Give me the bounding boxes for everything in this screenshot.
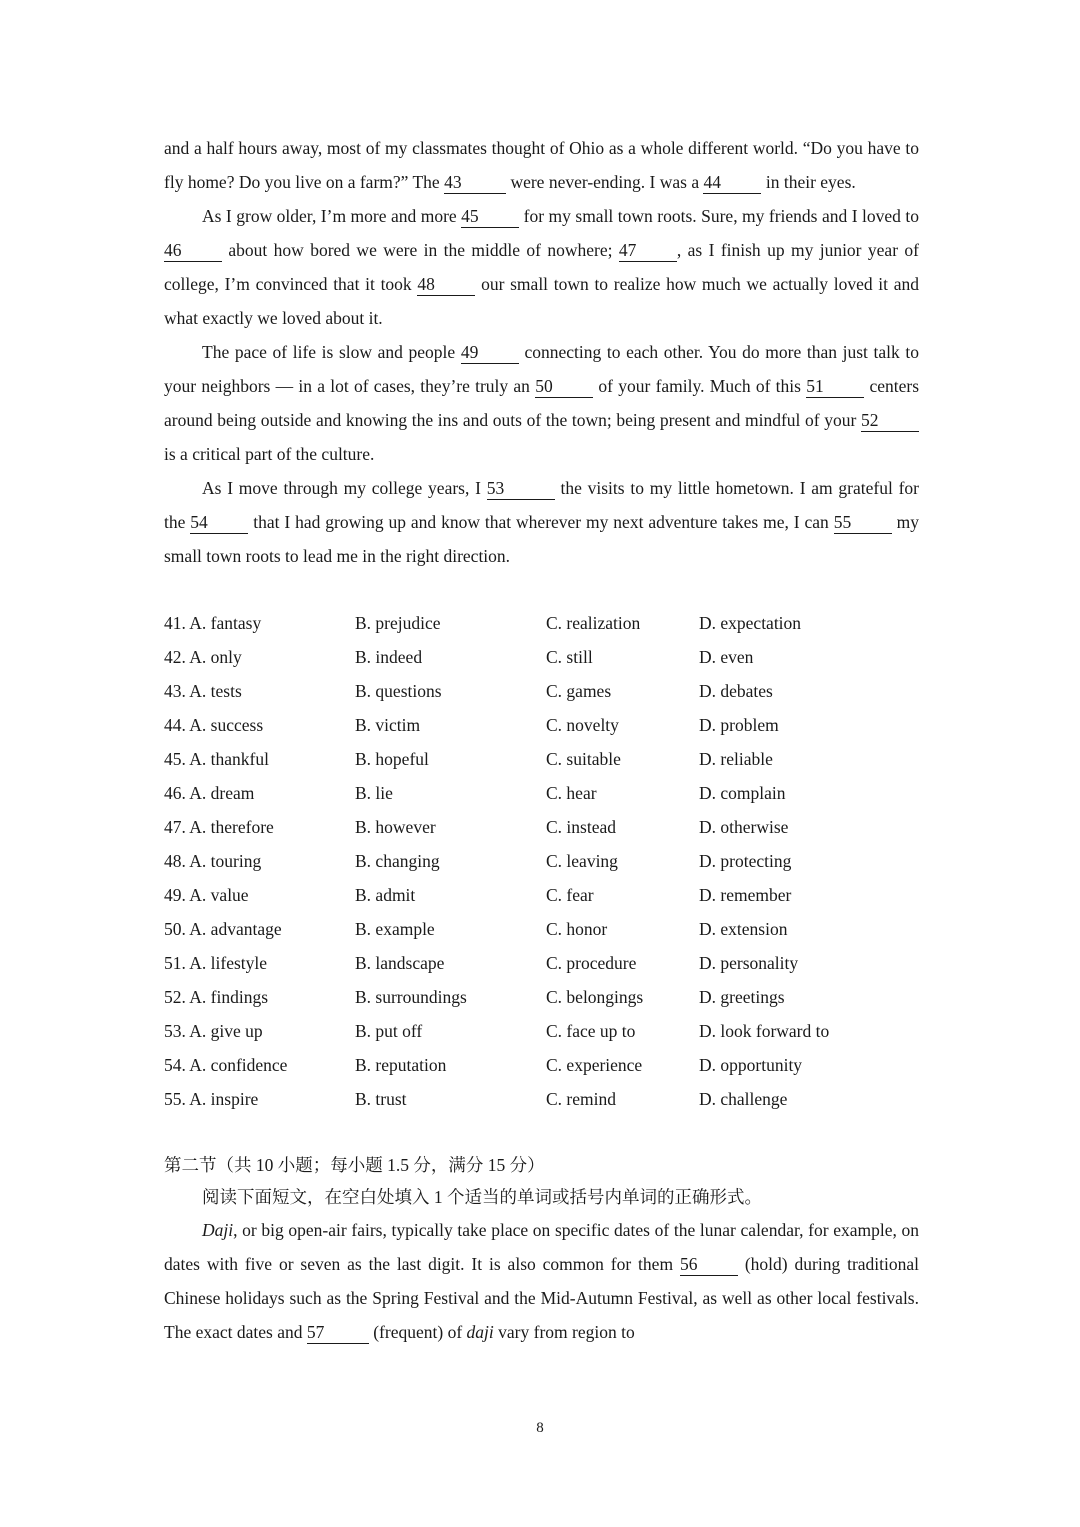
blank-56: 56	[680, 1253, 738, 1276]
passage-text: vary from region to	[493, 1322, 635, 1342]
option-a: 49. A. value	[164, 885, 249, 905]
option-d: D. reliable	[699, 749, 773, 769]
option-a: 54. A. confidence	[164, 1055, 288, 1075]
option-d: D. debates	[699, 681, 773, 701]
option-a: 55. A. inspire	[164, 1089, 259, 1109]
option-d: D. challenge	[699, 1089, 788, 1109]
option-d: D. even	[699, 647, 754, 667]
passage-text: our small town to realize how much we actually loved it and what exactly we loved about it.	[164, 274, 919, 328]
page-number: 8	[536, 1420, 544, 1436]
passage-text: and a half hours away, most of my classmates thought of Ohio as a whole different world. “Do you have to fly home? Do you live on a farm?” The	[164, 138, 919, 192]
passage-text: were never-ending. I was a	[506, 172, 704, 192]
option-a: 52. A. findings	[164, 987, 269, 1007]
blank-46: 46	[164, 239, 222, 262]
option-a: 47. A. therefore	[164, 817, 274, 837]
option-row	[164, 674, 919, 708]
section-paragraph	[164, 1213, 919, 1349]
option-d: D. extension	[699, 919, 788, 939]
option-a: 50. A. advantage	[164, 919, 282, 939]
option-b: B. however	[355, 817, 436, 837]
option-c: C. games	[546, 681, 612, 701]
blank-53: 53	[487, 477, 555, 500]
option-c: C. honor	[546, 919, 608, 939]
option-a: 53. A. give up	[164, 1021, 263, 1041]
option-c: C. novelty	[546, 715, 619, 735]
option-row	[164, 946, 919, 980]
option-b: B. questions	[355, 681, 442, 701]
option-c: C. experience	[546, 1055, 643, 1075]
option-b: B. landscape	[355, 953, 445, 973]
option-d: D. personality	[699, 953, 799, 973]
option-b: B. victim	[355, 715, 421, 735]
option-c: C. remind	[546, 1089, 616, 1109]
passage-text: (hold) during traditional Chinese holidays such as the Spring Festival and the Mid-Autumn Festival, as well as other local festivals. The exact dates and	[164, 1254, 919, 1342]
option-d: D. problem	[699, 715, 779, 735]
blank-49: 49	[461, 341, 519, 364]
passage-text: the visits to my little hometown. I am grateful for the	[164, 478, 920, 532]
option-b: B. trust	[355, 1089, 407, 1109]
section-title: 第二节（共 10 小题；每小题 1.5 分，满分 15 分）	[164, 1155, 545, 1175]
option-c: C. leaving	[546, 851, 618, 871]
passage-paragraph-2	[164, 199, 919, 335]
blank-54: 54	[190, 511, 248, 534]
option-row	[164, 1082, 919, 1116]
passage-text: of your family. Much of this	[593, 376, 807, 396]
option-row	[164, 810, 919, 844]
passage-text: (frequent) of	[368, 1322, 467, 1342]
option-a: 51. A. lifestyle	[164, 953, 268, 973]
option-row	[164, 708, 919, 742]
option-b: B. reputation	[355, 1055, 447, 1075]
blank-48: 48	[417, 273, 475, 296]
option-row	[164, 844, 919, 878]
option-row	[164, 640, 919, 674]
option-d: D. opportunity	[699, 1055, 803, 1075]
option-d: D. expectation	[699, 613, 802, 633]
option-b: B. lie	[355, 783, 393, 803]
blank-47: 47	[619, 239, 677, 262]
passage-paragraph-1	[164, 131, 919, 199]
option-a: 46. A. dream	[164, 783, 255, 803]
option-a: 44. A. success	[164, 715, 264, 735]
option-c: C. hear	[546, 783, 597, 803]
passage-text: centers around being outside and knowing the ins and outs of the town; being present and mindful of your	[164, 376, 920, 430]
option-row	[164, 1014, 919, 1048]
option-d: D. look forward to	[699, 1021, 830, 1041]
option-b: B. changing	[355, 851, 440, 871]
option-c: C. instead	[546, 817, 616, 837]
blank-55: 55	[834, 511, 892, 534]
blank-45: 45	[461, 205, 519, 228]
passage-paragraph-3	[164, 335, 919, 471]
option-c: C. belongings	[546, 987, 644, 1007]
option-c: C. realization	[546, 613, 641, 633]
option-b: B. prejudice	[355, 613, 441, 633]
option-a: 43. A. tests	[164, 681, 242, 701]
option-c: C. fear	[546, 885, 594, 905]
option-a: 45. A. thankful	[164, 749, 269, 769]
section-instruction: 阅读下面短文，在空白处填入 1 个适当的单词或括号内单词的正确形式。	[202, 1187, 762, 1207]
option-b: B. admit	[355, 885, 416, 905]
blank-52: 52	[861, 409, 919, 432]
option-a: 41. A. fantasy	[164, 613, 262, 633]
option-row	[164, 1048, 919, 1082]
option-d: D. otherwise	[699, 817, 789, 837]
blank-44: 44	[703, 171, 761, 194]
passage-text: connecting to each other. You do more than just talk to your neighbors — in a lot of cases, they’re truly an	[164, 342, 919, 396]
passage-text: As I grow older, I’m more and more	[202, 206, 462, 226]
option-d: D. complain	[699, 783, 786, 803]
passage-text: The pace of life is slow and people	[202, 342, 461, 362]
option-c: C. still	[546, 647, 593, 667]
blank-43: 43	[444, 171, 506, 194]
passage-text: As I move through my college years, I	[202, 478, 487, 498]
answer-options	[164, 606, 919, 1116]
blank-50: 50	[535, 375, 593, 398]
passage-text: is a critical part of the culture.	[164, 444, 375, 464]
option-b: B. hopeful	[355, 749, 429, 769]
option-d: D. greetings	[699, 987, 785, 1007]
passage-text: , or big open-air fairs, typically take place on specific dates of the lunar calendar, for example, on dates with five or seven as the last digit. It is also common for them	[164, 1220, 919, 1274]
option-d: D. remember	[699, 885, 792, 905]
option-d: D. protecting	[699, 851, 792, 871]
passage-paragraph-4	[164, 471, 919, 573]
option-row	[164, 912, 919, 946]
option-a: 48. A. touring	[164, 851, 262, 871]
passage-text: about how bored we were in the middle of nowhere;	[222, 240, 619, 260]
blank-57: 57	[307, 1321, 369, 1344]
passage-text: in their eyes.	[761, 172, 856, 192]
option-row	[164, 980, 919, 1014]
option-a: 42. A. only	[164, 647, 242, 667]
option-c: C. suitable	[546, 749, 621, 769]
option-row	[164, 878, 919, 912]
section-two	[164, 1149, 919, 1349]
option-row	[164, 606, 919, 640]
option-c: C. procedure	[546, 953, 637, 973]
blank-51: 51	[806, 375, 864, 398]
passage-text: my small town roots to lead me in the right direction.	[164, 512, 919, 566]
passage-text: that I had growing up and know that wherever my next adventure takes me, I can	[248, 512, 834, 532]
option-b: B. example	[355, 919, 435, 939]
italic-term: Daji	[202, 1220, 234, 1240]
option-b: B. surroundings	[355, 987, 467, 1007]
option-row	[164, 742, 919, 776]
italic-term: daji	[466, 1322, 494, 1342]
option-b: B. indeed	[355, 647, 423, 667]
option-b: B. put off	[355, 1021, 423, 1041]
option-row	[164, 776, 919, 810]
option-c: C. face up to	[546, 1021, 636, 1041]
passage-text: for my small town roots. Sure, my friends and I loved to	[519, 206, 919, 226]
exam-page	[164, 131, 919, 1349]
passage-text: , as I finish up my junior year of college, I’m convinced that it took	[164, 240, 919, 294]
